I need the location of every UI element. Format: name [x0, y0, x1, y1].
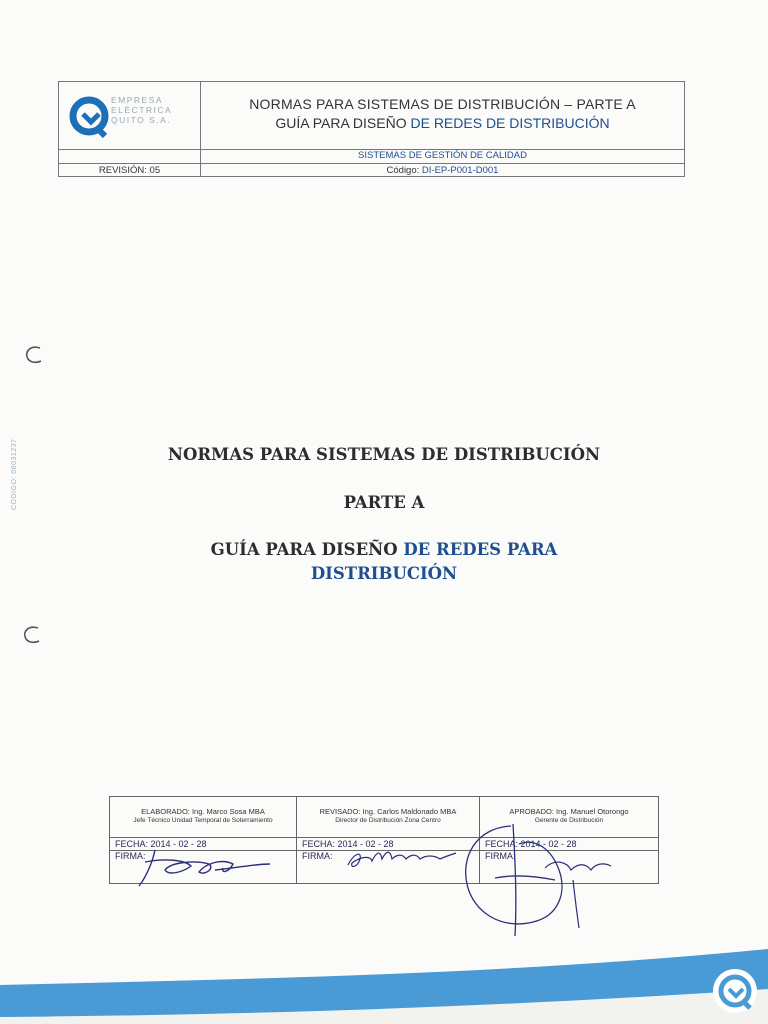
header-title-line1: NORMAS PARA SISTEMAS DE DISTRIBUCIÓN – PARTE A [249, 96, 636, 112]
footer-q-logo-icon [710, 966, 760, 1016]
approval-table [109, 796, 659, 884]
company-logo [59, 82, 201, 149]
revision-label: REVISIÓN: 05 [59, 164, 201, 177]
signature-label: FIRMA: [115, 851, 146, 861]
header-title [201, 82, 684, 149]
signature-label: FIRMA: [302, 851, 333, 861]
header-title-line2: GUÍA PARA DISEÑO DE REDES DE DISTRIBUCIÓN [275, 115, 610, 131]
company-q-logo-icon [67, 94, 111, 138]
main-title: NORMAS PARA SISTEMAS DE DISTRIBUCIÓN [167, 445, 601, 464]
side-stamp-code: CODIGO: 06031237 [11, 438, 18, 510]
approval-date: FECHA: 2014 - 02 - 28 [110, 837, 296, 851]
header-title-row [59, 82, 684, 150]
document-header [58, 81, 685, 177]
header-quality-row [59, 149, 684, 164]
main-guide-title: GUÍA PARA DISEÑO DE REDES PARA [210, 540, 558, 559]
main-subtitle-part: PARTE A [343, 493, 425, 512]
approval-date: FECHA: 2014 - 02 - 28 [297, 837, 479, 851]
document-code: Código: DI-EP-P001-D001 [386, 165, 499, 176]
punch-hole-mark-icon [22, 344, 46, 366]
company-name-text: EMPRESA ELÉCTRICA QUITO S.A. [111, 95, 173, 125]
footer-blue-band [0, 945, 768, 1024]
quality-system-label: SISTEMAS DE GESTIÓN DE CALIDAD [358, 150, 527, 161]
header-revision-row [59, 164, 684, 177]
approval-prepared-cell: ELABORADO: Ing. Marco Sosa MBA Jefe Técnico Unidad Temporal de Soterramiento FECHA: 2014 - 02 - 28 FIRMA: [110, 797, 296, 883]
approval-approved-cell: APROBADO: Ing. Manuel Otorongo Gerente de Distribución FECHA: 2014 - 02 - 28 FIRMA: [479, 797, 658, 883]
approval-date: FECHA: 2014 - 02 - 28 [480, 837, 658, 851]
approval-reviewed-cell: REVISADO: Ing. Carlos Maldonado MBA Director de Distribución Zona Centro FECHA: 2014 - 02 - 28 FIRMA: [296, 797, 479, 883]
signature-label: FIRMA: [485, 851, 516, 861]
punch-hole-mark-icon [20, 624, 44, 646]
main-guide-title-line2: DISTRIBUCIÓN [310, 564, 458, 583]
